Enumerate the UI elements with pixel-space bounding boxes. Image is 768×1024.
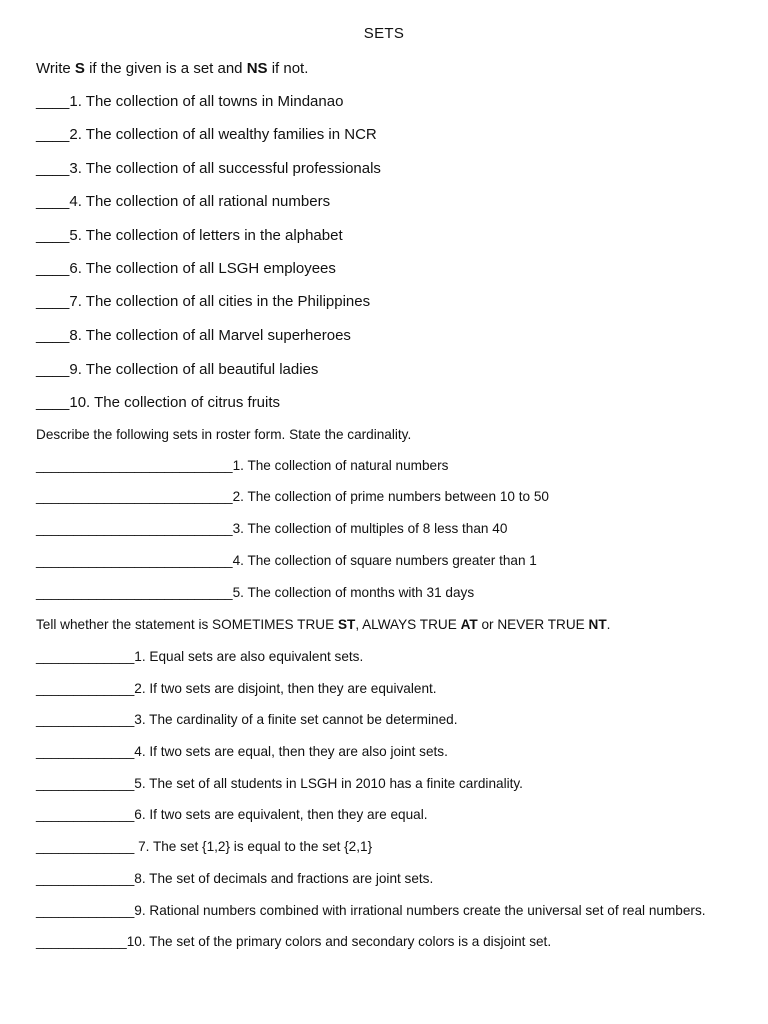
item-text: 1. The collection of natural numbers: [232, 458, 449, 473]
item-text: 1. The collection of all towns in Mindanao: [69, 93, 344, 110]
answer-blank[interactable]: ____: [36, 293, 70, 310]
part1-item: [36, 227, 343, 244]
answer-blank[interactable]: _____________: [36, 649, 135, 664]
item-text: 5. The collection of letters in the alphabet: [69, 227, 343, 244]
item-text: 2. The collection of prime numbers between 10 to 50: [232, 489, 549, 504]
answer-blank[interactable]: __________________________: [36, 553, 233, 568]
part3-item: [36, 776, 523, 791]
item-text: 7. The set {1,2} is equal to the set {2,1}: [134, 839, 373, 854]
part1-item: [36, 126, 377, 143]
answer-blank[interactable]: __________________________: [36, 458, 233, 473]
part3-instruction: [36, 617, 610, 632]
part1-item: [36, 293, 370, 310]
part1-instruction-pre: Write: [36, 60, 75, 77]
part3-instruction-pre: Tell whether the statement is SOMETIMES TRUE: [36, 617, 338, 632]
part1-item: [36, 160, 381, 177]
part1-instruction-mid: if the given is a set and: [84, 60, 247, 77]
item-text: 7. The collection of all cities in the Philippines: [69, 293, 371, 310]
item-text: 4. The collection of all rational numbers: [69, 193, 331, 210]
part1-item: [36, 193, 330, 210]
part2-item: [36, 489, 549, 504]
part1-instruction: [36, 60, 308, 77]
part3-item: [36, 649, 363, 664]
part1-instruction-post: if not.: [267, 60, 309, 77]
answer-blank[interactable]: ____: [36, 126, 70, 143]
item-text: 10. The set of the primary colors and secondary colors is a disjoint set.: [126, 934, 552, 949]
answer-blank[interactable]: ____: [36, 327, 70, 344]
answer-blank[interactable]: ____: [36, 160, 70, 177]
page-title: SETS: [363, 25, 405, 42]
answer-blank[interactable]: _____________: [36, 744, 135, 759]
answer-blank[interactable]: ____________: [36, 934, 127, 949]
item-text: 6. If two sets are equivalent, then they are equal.: [134, 807, 428, 822]
part3-item: [36, 712, 457, 727]
part1-item: [36, 260, 336, 277]
part3-item: [36, 807, 428, 822]
answer-blank[interactable]: ____: [36, 93, 70, 110]
part3-item: [36, 934, 551, 949]
answer-blank[interactable]: _____________: [36, 839, 135, 854]
item-text: 5. The collection of months with 31 days: [232, 585, 475, 600]
answer-blank[interactable]: _____________: [36, 903, 135, 918]
item-text: 6. The collection of all LSGH employees: [69, 260, 336, 277]
part1-instruction-s: S: [74, 60, 85, 77]
part2-item: [36, 585, 474, 600]
answer-blank[interactable]: _____________: [36, 871, 135, 886]
part3-instruction-at: AT: [460, 617, 478, 632]
item-text: 3. The collection of multiples of 8 less than 40: [232, 521, 508, 536]
answer-blank[interactable]: ____: [36, 361, 70, 378]
part2-item: [36, 458, 448, 473]
item-text: 4. The collection of square numbers greater than 1: [232, 553, 537, 568]
item-text: 8. The set of decimals and fractions are joint sets.: [134, 871, 434, 886]
part1-item: [36, 327, 351, 344]
part3-item: [36, 903, 706, 918]
item-text: 2. The collection of all wealthy families in NCR: [69, 126, 377, 143]
part2-item: [36, 553, 537, 568]
part1-item: [36, 93, 343, 110]
item-text: 4. If two sets are equal, then they are also joint sets.: [134, 744, 448, 759]
part3-instruction-st: ST: [337, 617, 356, 632]
part2-item: [36, 521, 507, 536]
part3-instruction-nt: NT: [588, 617, 607, 632]
part3-item: [36, 681, 437, 696]
answer-blank[interactable]: __________________________: [36, 489, 233, 504]
answer-blank[interactable]: _____________: [36, 807, 135, 822]
answer-blank[interactable]: ____: [36, 227, 70, 244]
item-text: 1. Equal sets are also equivalent sets.: [134, 649, 364, 664]
answer-blank[interactable]: _____________: [36, 776, 135, 791]
part3-item: [36, 744, 448, 759]
answer-blank[interactable]: _____________: [36, 712, 135, 727]
part1-instruction-ns: NS: [246, 60, 268, 77]
item-text: 9. Rational numbers combined with irrational numbers create the universal set of real numbers.: [134, 903, 706, 918]
answer-blank[interactable]: __________________________: [36, 521, 233, 536]
part3-item: [36, 871, 433, 886]
answer-blank[interactable]: __________________________: [36, 585, 233, 600]
item-text: 2. If two sets are disjoint, then they are equivalent.: [134, 681, 437, 696]
item-text: 3. The cardinality of a finite set cannot be determined.: [134, 712, 458, 727]
item-text: 3. The collection of all successful professionals: [69, 160, 381, 177]
item-text: 5. The set of all students in LSGH in 2010 has a finite cardinality.: [134, 776, 523, 791]
item-text: 10. The collection of citrus fruits: [69, 394, 281, 411]
item-text: 8. The collection of all Marvel superheroes: [69, 327, 351, 344]
part3-instruction-post: .: [606, 617, 611, 632]
answer-blank[interactable]: ____: [36, 394, 70, 411]
part2-instruction: Describe the following sets in roster form. State the cardinality.: [36, 427, 412, 442]
part3-instruction-mid2: or NEVER TRUE: [477, 617, 589, 632]
part3-instruction-mid1: , ALWAYS TRUE: [355, 617, 461, 632]
answer-blank[interactable]: ____: [36, 193, 70, 210]
answer-blank[interactable]: _____________: [36, 681, 135, 696]
part1-item: [36, 394, 280, 411]
answer-blank[interactable]: ____: [36, 260, 70, 277]
item-text: 9. The collection of all beautiful ladies: [69, 361, 319, 378]
part1-item: [36, 361, 318, 378]
part3-item: [36, 839, 372, 854]
